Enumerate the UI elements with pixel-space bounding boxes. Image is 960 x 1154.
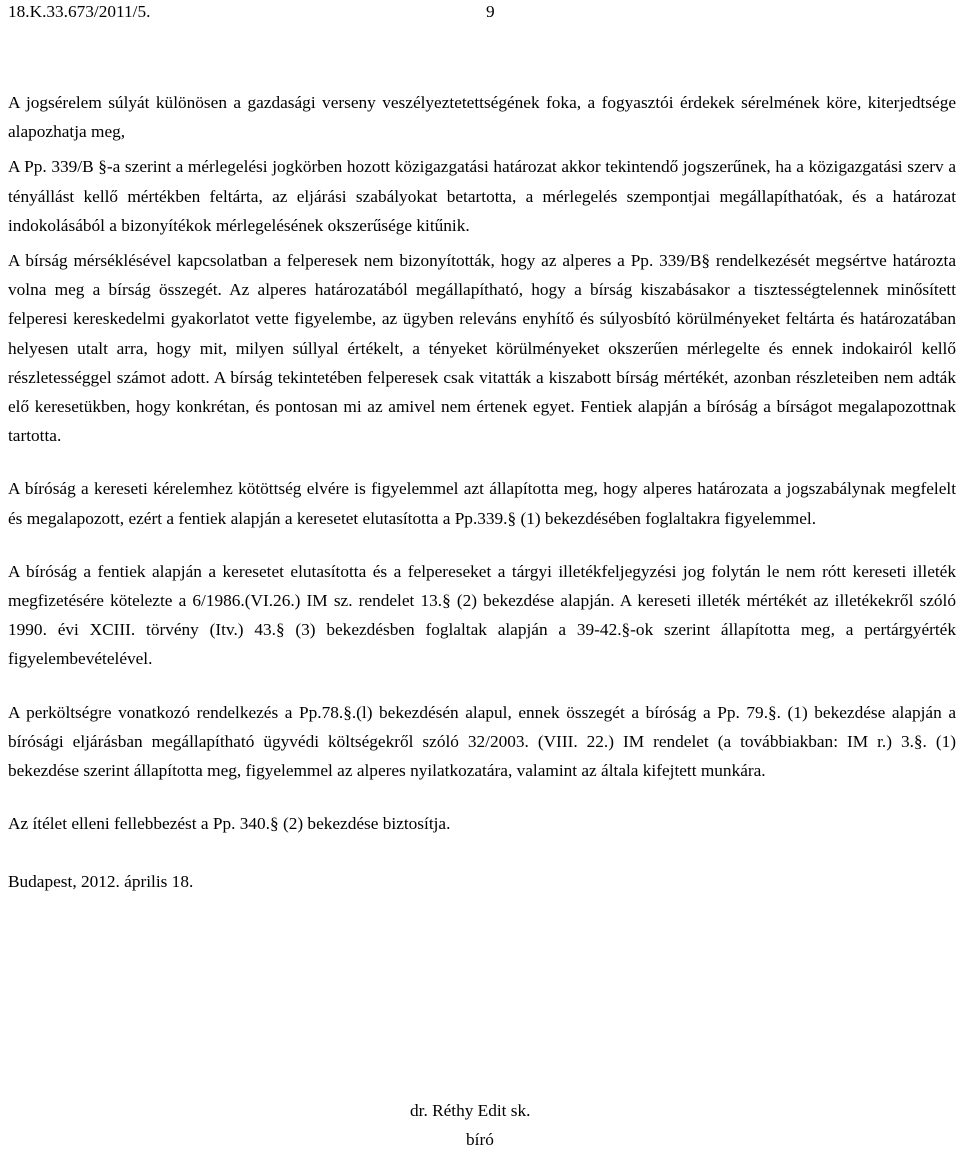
paragraph-fellebbezes: Az ítélet elleni fellebbezést a Pp. 340.§ (2) bekezdése biztosítja. <box>8 814 451 834</box>
page-header <box>8 0 948 24</box>
page-number: 9 <box>486 2 495 21</box>
signatory-name: dr. Réthy Edit sk. <box>410 1101 531 1120</box>
signatory-role: bíró <box>466 1130 494 1149</box>
case-reference: 18.K.33.673/2011/5. <box>8 2 151 21</box>
document-body <box>8 88 956 897</box>
signature-block <box>410 1096 610 1154</box>
paragraph-birsag-mersekles: A bírság mérséklésével kapcsolatban a felperesek nem bizonyították, hogy az alperes a Pp. 339/B§ rendelkezését megsértve határozta volna meg a bírság összegét. Az alperes határozatából megállapítható, hogy a bírság kiszabásakor a tisztességtelennek minősített felperesi kereskedelmi gyakorlatot vette figyelembe, az ügyben releváns enyhítő és súlyosbító körülményeket feltárta és határozatában helyesen utalt arra, hogy mit, milyen súllyal értékelt, a tényeket körülményeket okszerűen mérlegelte és ennek indokairól kellő részletességgel számot adott. A bírság tekintetében felperesek csak vitatták a kiszabott bírság mértékét, azonban részleteiben nem adták elő keresetükben, hogy konkrétan, és pontosan mi az amivel nem értenek egyet. Fentiek alapján a bíróság a bírságot megalapozottnak tartotta. <box>8 251 956 446</box>
paragraph-pp-339b: A Pp. 339/B §-a szerint a mérlegelési jogkörben hozott közigazgatási határozat akkor tekintendő jogszerűnek, ha a közigazgatási szerv a tényállást kellő mértékben feltárta, az eljárási szabályokat betartotta, a mérlegelés szempontjai megállapíthatóak, és a határozat indokolásából a bizonyítékok mérlegelésének okszerűsége kitűnik. <box>8 157 956 235</box>
paragraph-illetek: A bíróság a fentiek alapján a keresetet elutasította és a felpereseket a tárgyi illetékfeljegyzési jog folytán le nem rótt kereseti illeték megfizetésére kötelezte a 6/1986.(VI.26.) IM sz. rendelet 13.§ (2) bekezdése alapján. A kereseti illeték mértékét az illetékekről szóló 1990. évi XCIII. törvény (Itv.) 43.§ (3) bekezdésben foglaltak alapján a 39-42.§-ok szerint állapította meg, a pertárgyérték figyelembevételével. <box>8 561 956 669</box>
place-and-date: Budapest, 2012. április 18. <box>8 872 194 892</box>
paragraph-jogserelem: A jogsérelem súlyát különösen a gazdasági verseny veszélyeztetettségének foka, a fogyasztói érdekek sérelmének köre, kiterjedtsége alapozhatja meg, <box>8 93 956 142</box>
paragraph-kereseti-kerelem: A bíróság a kereseti kérelemhez kötöttség elvére is figyelemmel azt állapította meg, hogy alperes határozata a jogszabálynak megfelelt és megalapozott, ezért a fentiek alapján a keresetet elutasította a Pp.339.§ (1) bekezdésében foglaltakra figyelemmel. <box>8 479 956 528</box>
paragraph-perkoltseg: A perköltségre vonatkozó rendelkezés a Pp.78.§.(l) bekezdésén alapul, ennek összegét a bíróság a Pp. 79.§. (1) bekezdése alapján a bírósági eljárásban megállapítható ügyvédi költségekről szóló 32/2003. (VIII. 22.) IM rendelet (a továbbiakban: IM r.) 3.§. (1) bekezdése szerint állapította meg, figyelemmel az alperes nyilatkozatára, valamint az általa kifejtett munkára. <box>8 702 956 781</box>
